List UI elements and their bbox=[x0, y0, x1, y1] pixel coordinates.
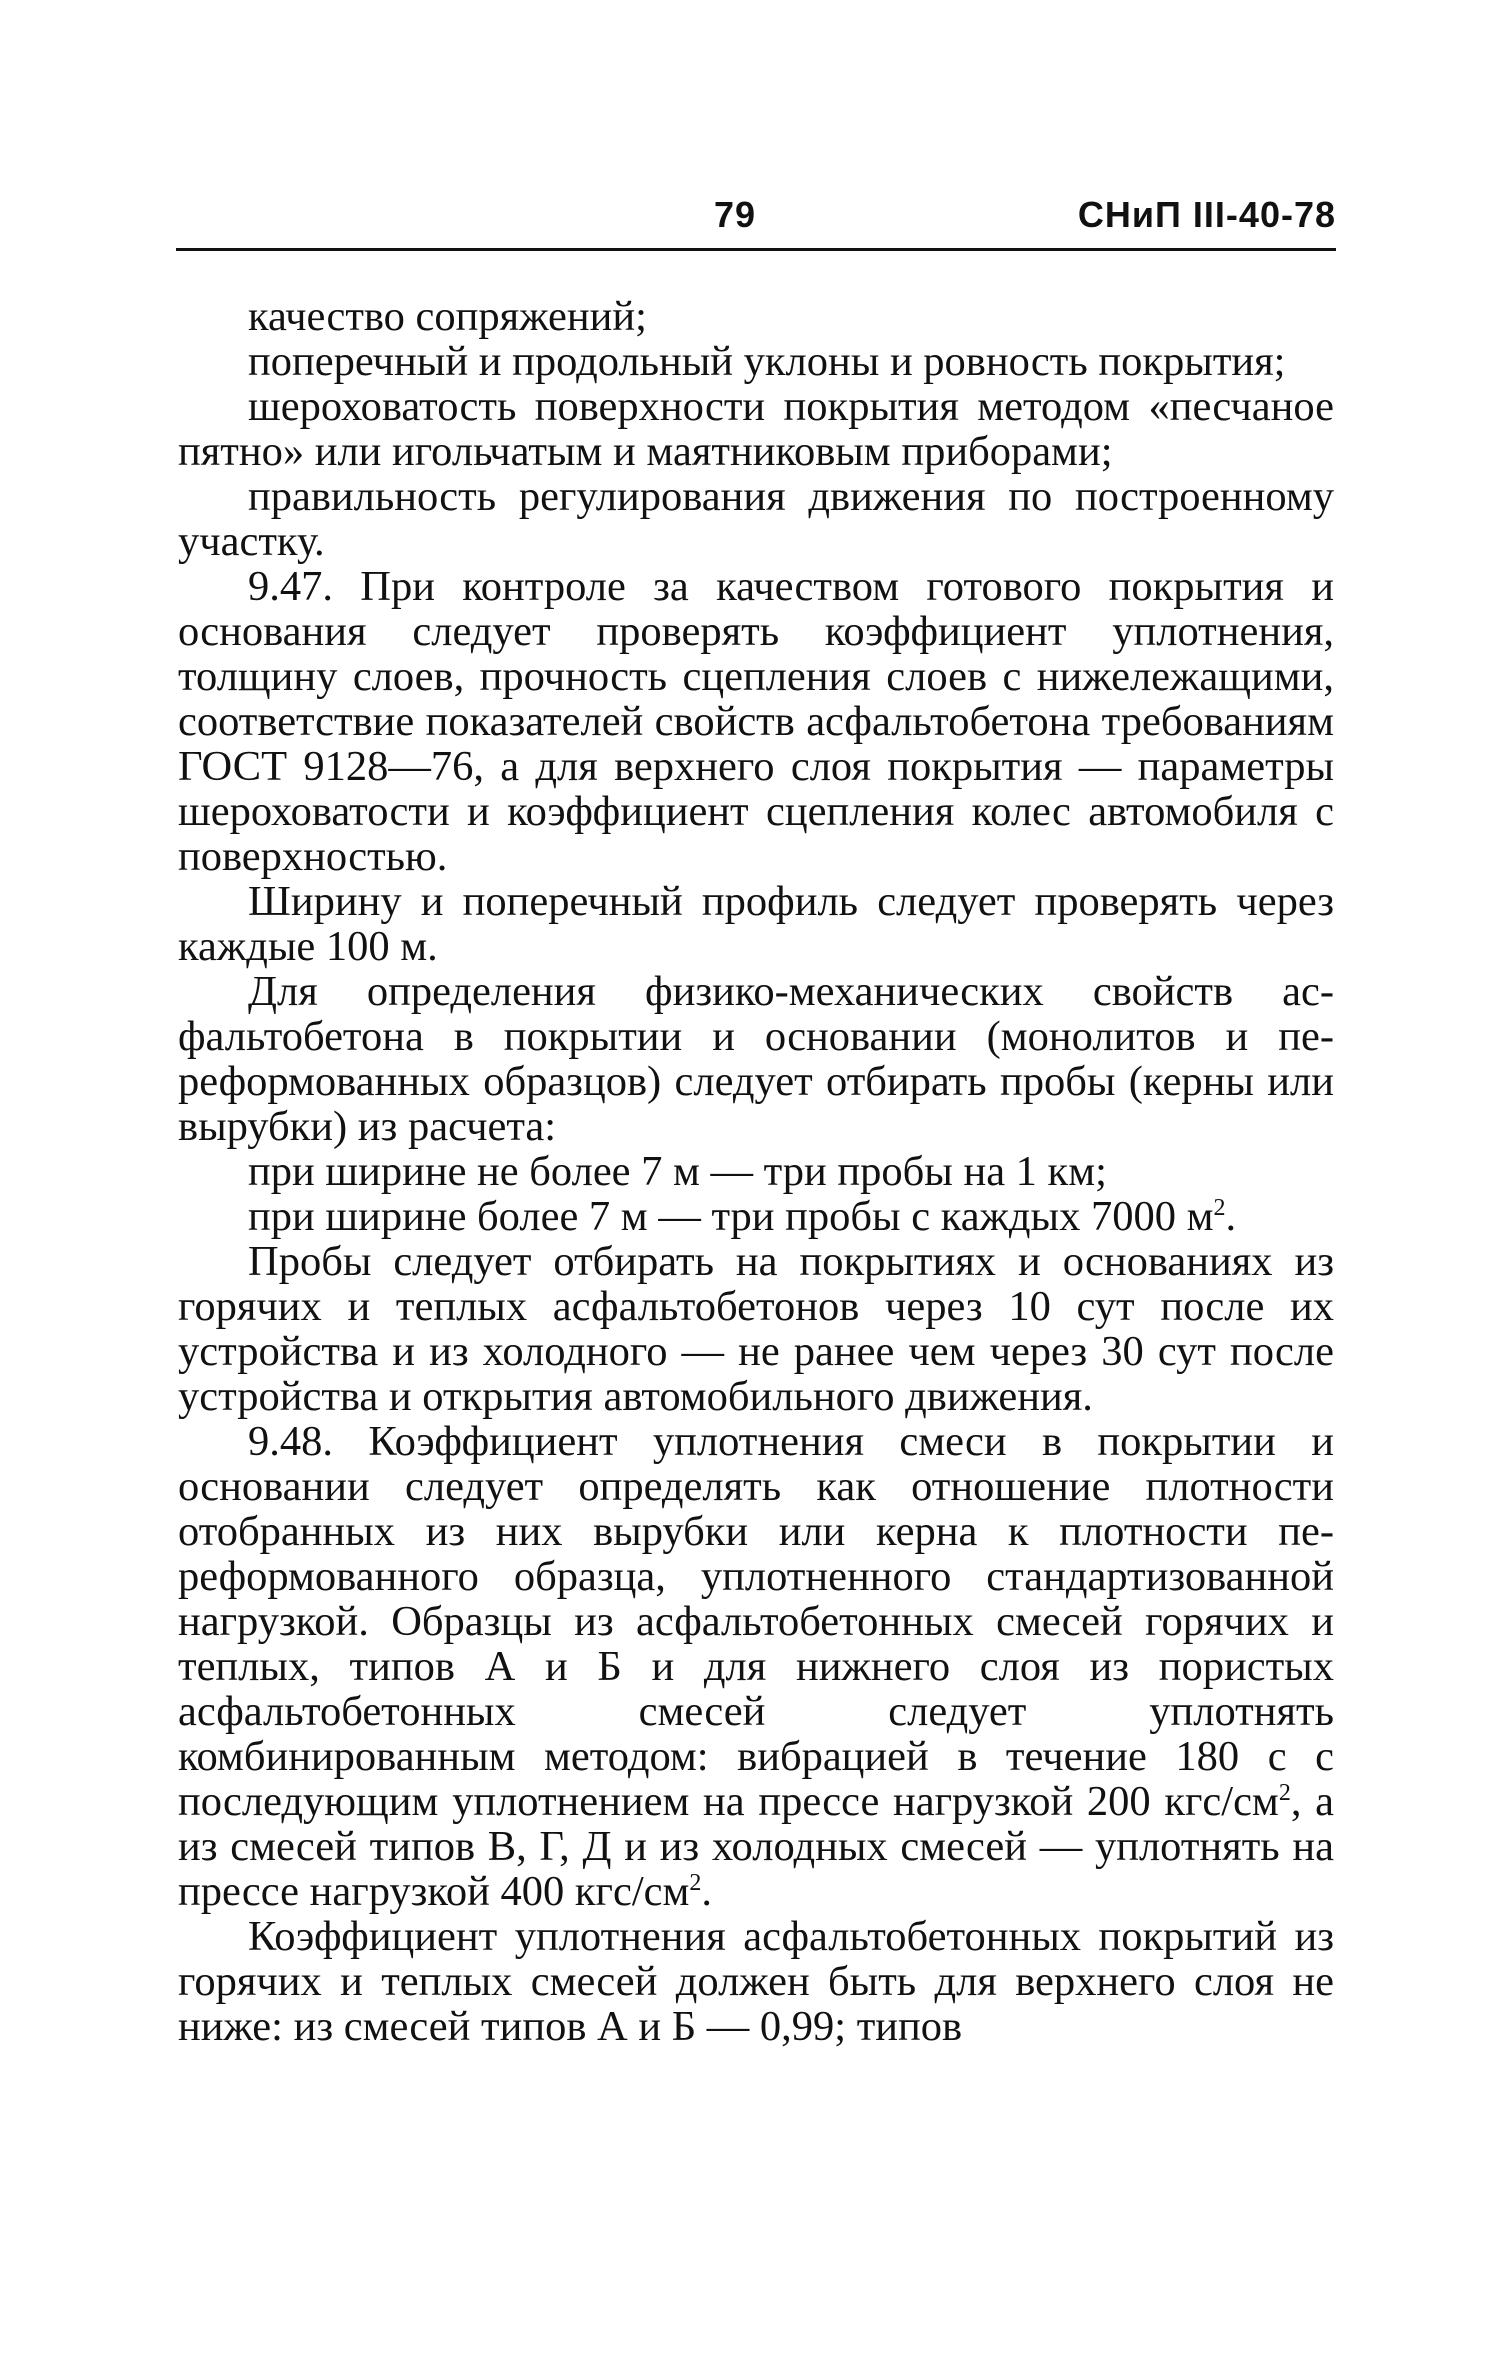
document-code: СНиП III-40-78 bbox=[1077, 194, 1336, 235]
paragraph: поперечный и продольный уклоны и ровность покрытия; bbox=[248, 338, 1286, 385]
paragraph: Пробы следует отбирать на покрытиях и основаниях из горячих и теплых асфальтобетонов через 10 сут после их устройства и из холодного — не ранее чем через 30 сут после устройства и открытия автомобильного движения. bbox=[178, 1238, 1334, 1420]
clause-9-48: 9.48. Коэффициент уплотнения смеси в покрытии и основании следует определять как отношение плотности отобранных из них вырубки или керна к плотности переформованного образца, уплотненного стандартизованной нагрузкой. Образцы из асфальтобетонных смесей горячих и теплых, типов А и Б и для нижнего слоя из пористых асфальтобетонных смесей следует уплотнять комбинированным методом: вибрацией в течение 180 с с последующим уплотнением на прессе нагрузкой 200 кгс/$см^2$, а из смесей типов В, Г, Д и из холодных смесей — уплотнять на прессе нагрузкой 400 кгс/$см^2$. bbox=[178, 1418, 1334, 1915]
paragraph: при ширине более 7 м — три пробы с каждых 7000 $м^2$. bbox=[248, 1193, 1237, 1240]
clause-number: 9.47. bbox=[248, 563, 333, 610]
paragraph: Ширину и поперечный профиль следует проверять через каждые 100 м. bbox=[178, 878, 1334, 970]
clause-9-47: 9.47. При контроле за качеством готового покрытия и основания следует проверять коэффициент уплотнения, толщину слоев, прочность сцепления слоев с нижележащими, соответствие показателей свойств асфальтобетона требованиям ГОСТ 9128—76, а для верхнего слоя покрытия — параметры шероховатости и коэффициент сцепления колес автомобиля с поверхностью. bbox=[178, 563, 1334, 880]
body-text bbox=[178, 294, 1334, 2049]
clause-number: 9.48. bbox=[248, 1418, 333, 1465]
header-rule bbox=[176, 248, 1336, 251]
page-number: 79 bbox=[714, 194, 757, 235]
paragraph: Для определения физико-механических свойств асфальтобетона в покрытии и основании (монолитов и переформованных образцов) следует отбирать пробы (керны или вырубки) из расчета: bbox=[178, 968, 1334, 1150]
running-header bbox=[176, 194, 1336, 244]
paragraph: Коэффициент уплотнения асфальтобетонных покрытий из горячих и теплых смесей должен быть для верхнего слоя не ниже: из смесей типов А и Б — 0,99; типов bbox=[178, 1913, 1334, 2050]
paragraph: при ширине не более 7 м — три пробы на 1 км; bbox=[248, 1148, 1107, 1195]
paragraph: качество сопряжений; bbox=[248, 293, 647, 340]
paragraph: шероховатость поверхности покрытия методом «песчаное пятно» или игольчатым и маятниковым приборами; bbox=[178, 383, 1334, 475]
paragraph: правильность регулирования движения по построенному участку. bbox=[178, 473, 1334, 565]
